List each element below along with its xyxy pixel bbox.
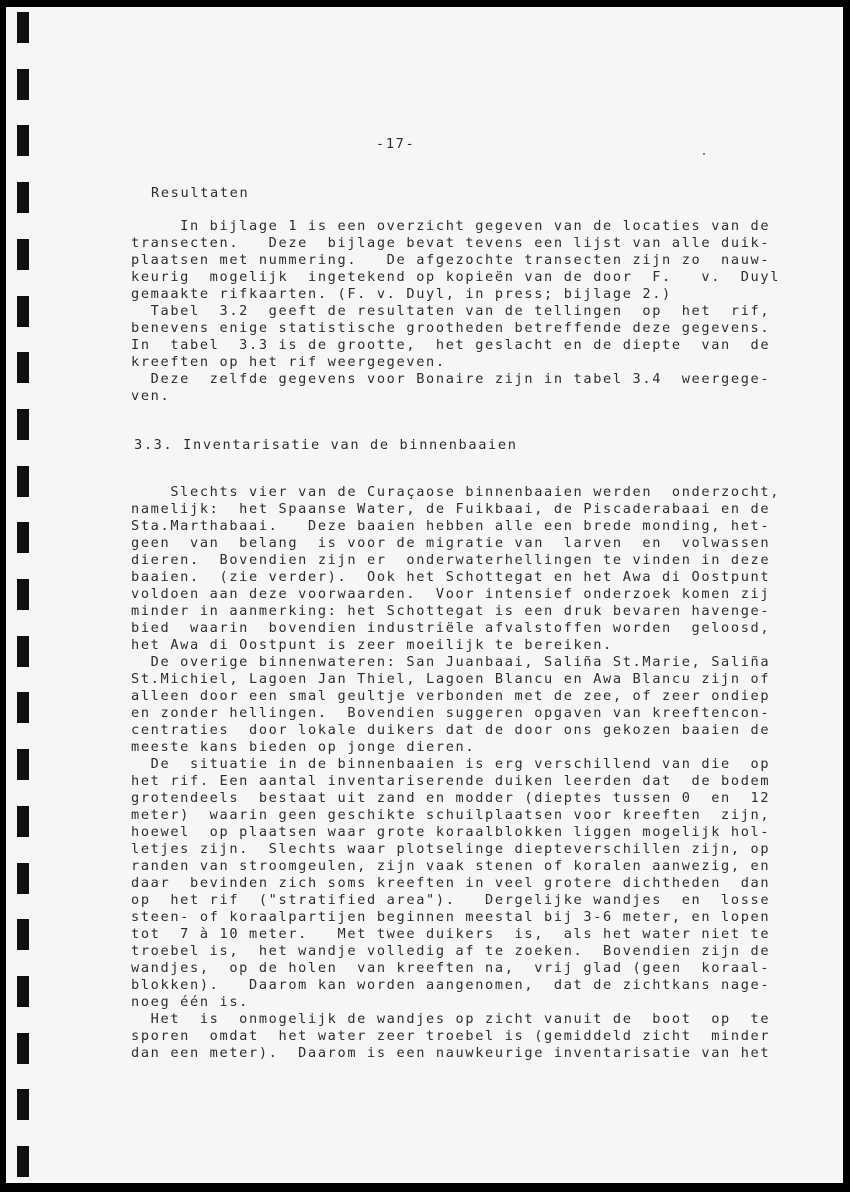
text-line: randen van stroomgeulen, zijn vaak stenen of koralen aanwezig, en [131, 858, 771, 874]
binding-hole [17, 692, 29, 723]
text-line: De overige binnenwateren: San Juanbaai, Saliña St.Marie, Saliña [131, 654, 771, 670]
text-line: plaatsen met nummering. De afgezochte transecten zijn zo nauw- [131, 252, 771, 268]
text-line: geen van belang is voor de migratie van larven en volwassen [131, 535, 771, 551]
text-line: meter) waarin geen geschikte schuilplaatsen voor kreeften zijn, [131, 807, 771, 823]
binding-hole [17, 182, 29, 213]
binding-hole [17, 1033, 29, 1064]
text-line: letjes zijn. Slechts waar plotselinge diepteverschillen zijn, op [131, 841, 771, 857]
binding-hole [17, 1089, 29, 1120]
text-line: keurig mogelijk ingetekend op kopieën van de door F. v. Duyl [131, 269, 781, 285]
text-line: blokken). Daarom kan worden aangenomen, dat de zichtkans nage- [131, 977, 771, 993]
binding-hole [17, 239, 29, 270]
binding-hole [17, 579, 29, 610]
paragraph-block-results [131, 218, 780, 405]
binding-hole [17, 806, 29, 837]
text-line: op het rif ("stratified area"). Dergelijke wandjes en losse [131, 892, 771, 908]
text-line: sporen omdat het water zeer troebel is (gemiddeld zicht minder [131, 1028, 771, 1044]
text-line: troebel is, het wandje volledig af te zoeken. Bovendien zijn de [131, 943, 771, 959]
text-line: wandjes, op de holen van kreeften na, vrij glad (geen koraal- [131, 960, 771, 976]
binding-hole [17, 466, 29, 497]
text-line: baaien. (zie verder). Ook het Schottegat en het Awa di Oostpunt [131, 569, 771, 585]
binding-hole [17, 863, 29, 894]
text-line: In tabel 3.3 is de grootte, het geslacht en de diepte van de [131, 337, 771, 353]
text-line: tot 7 à 10 meter. Met twee duikers is, als het water niet te [131, 926, 771, 942]
page-number: -17- [376, 136, 416, 152]
paper-speck [703, 153, 705, 155]
text-line: De situatie in de binnenbaaien is erg verschillend van die op [131, 756, 771, 772]
text-line: voldoen aan deze voorwaarden. Voor intensief onderzoek komen zij [131, 586, 771, 602]
binding-hole [17, 69, 29, 100]
text-line: gemaakte rifkaarten. (F. v. Duyl, in press; bijlage 2.) [131, 286, 672, 302]
text-line: alleen door een smal geultje verbonden met de zee, of zeer ondiep [131, 688, 771, 704]
binding-hole [17, 125, 29, 156]
text-line: transecten. Deze bijlage bevat tevens een lijst van alle duik- [131, 235, 771, 251]
text-line: en zonder hellingen. Bovendien suggeren opgaven van kreeftencon- [131, 705, 771, 721]
text-line: Deze zelfde gegevens voor Bonaire zijn in tabel 3.4 weergege- [131, 371, 771, 387]
binding-hole [17, 352, 29, 383]
binding-hole [17, 919, 29, 950]
text-line: meeste kans bieden op jonge dieren. [131, 739, 476, 755]
text-line: dan een meter). Daarom is een nauwkeurige inventarisatie van het [131, 1045, 771, 1061]
text-line: St.Michiel, Lagoen Jan Thiel, Lagoen Blancu en Awa Blancu zijn of [131, 671, 771, 687]
section-title: 3.3. Inventarisatie van de binnenbaaien [134, 437, 518, 453]
binding-hole [17, 1146, 29, 1177]
text-line: dieren. Bovendien zijn er onderwaterhellingen te vinden in deze [131, 552, 771, 568]
text-line: het rif. Een aantal inventariserende duiken leerden dat de bodem [131, 773, 771, 789]
binding-hole [17, 12, 29, 43]
binding-hole [17, 522, 29, 553]
text-line: In bijlage 1 is een overzicht gegeven van de locaties van de [131, 218, 771, 234]
text-line: steen- of koraalpartijen beginnen meestal bij 3-6 meter, en lopen [131, 909, 771, 925]
text-line: namelijk: het Spaanse Water, de Fuikbaai, de Piscaderabaai en de [131, 501, 771, 517]
text-line: ven. [131, 388, 171, 404]
text-line: grotendeels bestaat uit zand en modder (dieptes tussen 0 en 12 [131, 790, 771, 806]
binding-hole [17, 749, 29, 780]
text-line: benevens enige statistische grootheden betreffende deze gegevens. [131, 320, 771, 336]
binding-hole [17, 636, 29, 667]
text-line: noeg één is. [131, 994, 250, 1010]
text-line: Slechts vier van de Curaçaose binnenbaaien werden onderzocht, [131, 484, 781, 500]
text-line: kreeften op het rif weergegeven. [131, 354, 446, 370]
binding-hole [17, 409, 29, 440]
text-line: Het is onmogelijk de wandjes op zicht vanuit de boot op te [131, 1011, 771, 1027]
binding-hole [17, 976, 29, 1007]
text-line: hoewel op plaatsen waar grote koraalblokken liggen mogelijk hol- [131, 824, 771, 840]
text-line: Tabel 3.2 geeft de resultaten van de tellingen op het rif, [131, 303, 771, 319]
text-line: daar bevinden zich soms kreeften in veel grotere dichtheden dan [131, 875, 771, 891]
text-line: Sta.Marthabaai. Deze baaien hebben alle een brede monding, het- [131, 518, 771, 534]
heading-resultaten: Resultaten [151, 185, 250, 201]
paragraph-block-binnenbaaien [131, 484, 780, 1062]
text-line: minder in aanmerking: het Schottegat is een druk bevaren havenge- [131, 603, 771, 619]
text-line: bied waarin bovendien industriële afvalstoffen worden geloosd, [131, 620, 771, 636]
text-line: centraties door lokale duikers dat de door ons gekozen baaien de [131, 722, 771, 738]
text-line: het Awa di Oostpunt is zeer moeilijk te bereiken. [131, 637, 613, 653]
binding-hole [17, 296, 29, 327]
